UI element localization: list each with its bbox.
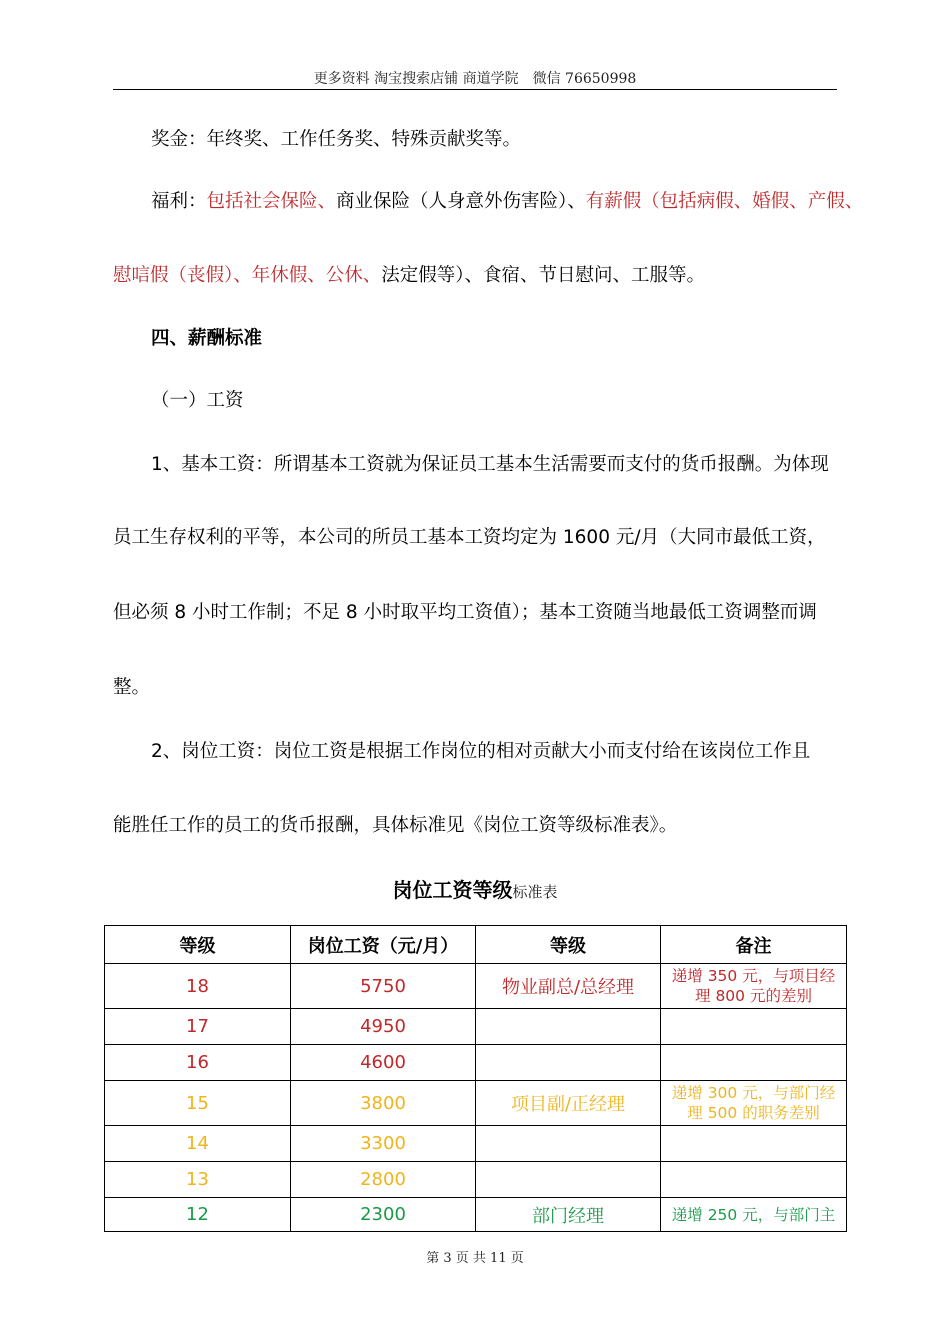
note-cell bbox=[661, 964, 847, 1009]
position-cell bbox=[476, 1009, 661, 1045]
position-cell bbox=[476, 1162, 661, 1198]
header-grade: 等级 bbox=[105, 926, 291, 964]
header-position: 等级 bbox=[476, 926, 661, 964]
welfare-leave-types: 慰唁假（丧假）、年休假、公休、 bbox=[113, 265, 382, 286]
grade-cell: 14 bbox=[105, 1126, 291, 1162]
table-row bbox=[105, 964, 847, 1009]
grade-cell: 18 bbox=[105, 964, 291, 1009]
note-line: 递增 350 元，与项目经 bbox=[671, 967, 836, 985]
wage-cell: 4950 bbox=[291, 1009, 476, 1045]
wage-grade-table bbox=[104, 925, 847, 1232]
grade-cell: 16 bbox=[105, 1045, 291, 1081]
table-row bbox=[105, 1126, 847, 1162]
grade-cell: 12 bbox=[105, 1198, 291, 1232]
position-cell: 部门经理 bbox=[476, 1198, 661, 1232]
welfare-paragraph-line1 bbox=[151, 189, 864, 215]
base-wage-line4: 整。 bbox=[113, 677, 151, 698]
header-rule bbox=[113, 89, 837, 90]
section-heading: 四、薪酬标准 bbox=[151, 328, 263, 349]
welfare-paid-leave: 有薪假（包括病假、婚假、产假、 bbox=[585, 191, 864, 212]
position-cell bbox=[476, 1126, 661, 1162]
note-line: 理 800 元的差别 bbox=[695, 987, 812, 1005]
header-note: 备注 bbox=[661, 926, 847, 964]
welfare-paragraph-line2 bbox=[113, 263, 837, 289]
wage-cell: 4600 bbox=[291, 1045, 476, 1081]
grade-cell: 13 bbox=[105, 1162, 291, 1198]
note-line: 理 500 的职务差别 bbox=[687, 1104, 820, 1122]
welfare-commercial-insurance: 商业保险（人身意外伤害险）、 bbox=[336, 191, 586, 212]
post-wage-line2: 能胜任工作的员工的货币报酬，具体标准见《岗位工资等级标准表》。 bbox=[113, 815, 678, 836]
position-cell: 物业副总/总经理 bbox=[476, 964, 661, 1009]
wage-cell: 3300 bbox=[291, 1126, 476, 1162]
table-row bbox=[105, 1009, 847, 1045]
note-cell bbox=[661, 1162, 847, 1198]
welfare-other: 法定假等）、食宿、节日慰问、工服等。 bbox=[381, 265, 706, 286]
note-cell bbox=[661, 1045, 847, 1081]
header-wage: 岗位工资（元/月） bbox=[291, 926, 476, 964]
note-cell bbox=[661, 1009, 847, 1045]
subsection-heading: （一）工资 bbox=[151, 390, 244, 411]
table-row bbox=[105, 1162, 847, 1198]
wage-cell: 5750 bbox=[291, 964, 476, 1009]
note-cell: 递增 250 元，与部门主 bbox=[661, 1198, 847, 1232]
base-wage-line3: 但必须 8 小时工作制；不足 8 小时取平均工资值）；基本工资随当地最低工资调整而调 bbox=[113, 602, 817, 623]
note-cell bbox=[661, 1126, 847, 1162]
grade-cell: 15 bbox=[105, 1081, 291, 1126]
welfare-prefix: 福利： bbox=[151, 191, 207, 212]
position-cell: 项目副/正经理 bbox=[476, 1081, 661, 1126]
table-row bbox=[105, 1045, 847, 1081]
post-wage-line1: 2、岗位工资：岗位工资是根据工作岗位的相对贡献大小而支付给在该岗位工作且 bbox=[151, 741, 811, 762]
bonus-paragraph: 奖金：年终奖、工作任务奖、特殊贡献奖等。 bbox=[151, 129, 522, 150]
welfare-social-insurance: 包括社会保险、 bbox=[206, 191, 337, 212]
base-wage-line1: 1、基本工资：所谓基本工资就为保证员工基本生活需要而支付的货币报酬。为体现 bbox=[151, 454, 829, 475]
table-row bbox=[105, 1198, 847, 1232]
table-title bbox=[104, 874, 846, 903]
table-title-suffix: 标准表 bbox=[512, 883, 558, 901]
wage-cell: 2800 bbox=[291, 1162, 476, 1198]
position-cell bbox=[476, 1045, 661, 1081]
wage-cell: 3800 bbox=[291, 1081, 476, 1126]
table-title-main: 岗位工资等级 bbox=[392, 878, 513, 902]
grade-cell: 17 bbox=[105, 1009, 291, 1045]
table-row bbox=[105, 1081, 847, 1126]
note-line: 递增 300 元，与部门经 bbox=[671, 1084, 836, 1102]
wage-cell: 2300 bbox=[291, 1198, 476, 1232]
note-cell bbox=[661, 1081, 847, 1126]
table-header-row bbox=[105, 926, 847, 964]
base-wage-line2: 员工生存权利的平等，本公司的所员工基本工资均定为 1600 元/月（大同市最低工资， bbox=[113, 527, 826, 548]
page-header: 更多资料 淘宝搜索店铺 商道学院 微信 76650998 bbox=[313, 71, 637, 87]
page-footer: 第 3 页 共 11 页 bbox=[426, 1251, 524, 1266]
